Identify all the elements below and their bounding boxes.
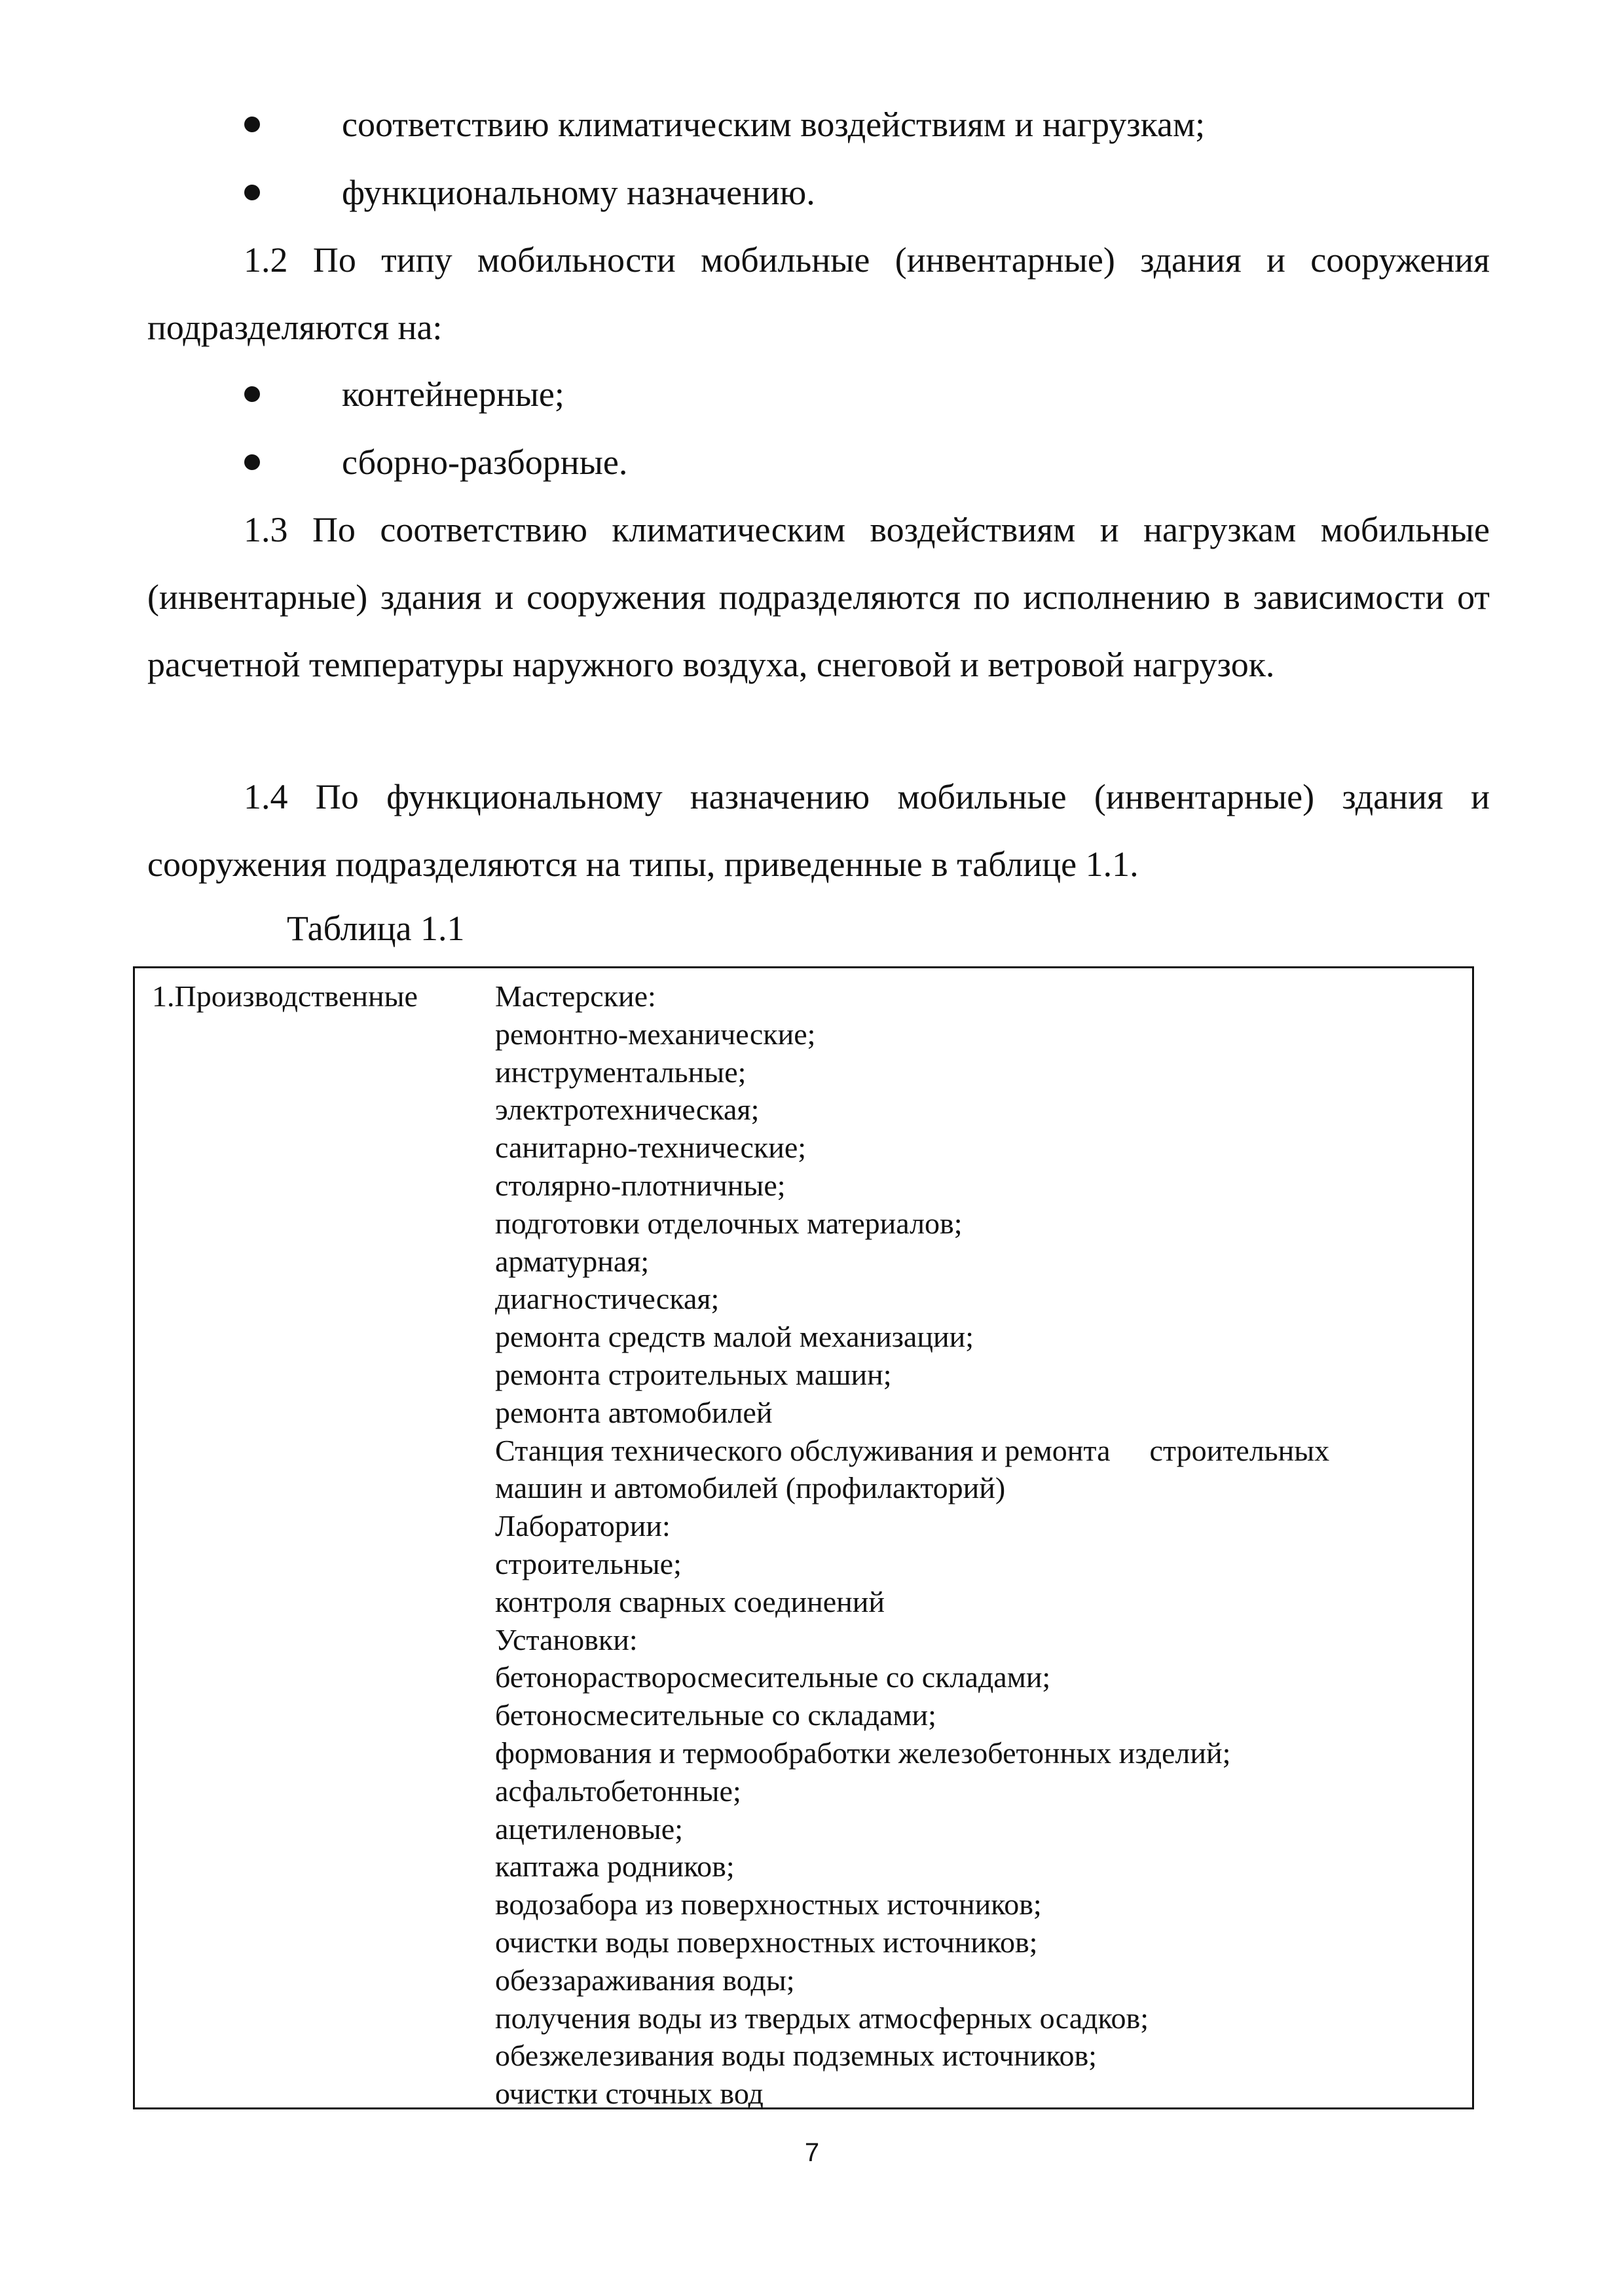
list-item: каптажа родников;	[495, 1850, 735, 1884]
bullet-text: контейнерные;	[342, 374, 564, 414]
bullet-text: функциональному назначению.	[342, 173, 815, 212]
bullet-item-collapsible	[0, 429, 1624, 495]
paragraph-1-4: 1.4 По функциональному назначению мобильные (инвентарные) здания и сооружения подразделяются на типы, приведенные в таблице 1.1.	[147, 777, 1490, 884]
list-item: электротехническая;	[495, 1093, 760, 1127]
paragraph-1-3: 1.3 По соответствию климатическим воздействиям и нагрузкам мобильные (инвентарные) здания и сооружения подразделяются по исполнению в зависимости от расчетной температуры наружного воздуха, снеговой и ветровой нагрузок.	[147, 510, 1490, 684]
bullet-marker	[244, 386, 260, 402]
table-type-cell: 1.Производственные	[152, 979, 418, 1013]
list-item: очистки сточных вод	[495, 2077, 764, 2111]
table-caption: Таблица 1.1	[287, 909, 465, 948]
bullet-item-container	[0, 361, 1624, 427]
list-item: Установки:	[495, 1622, 638, 1656]
list-item: асфальтобетонные;	[495, 1774, 741, 1808]
list-item-station	[495, 1432, 1464, 1470]
list-item: ремонта строительных машин;	[495, 1357, 892, 1391]
bullet-item-climate	[0, 92, 1624, 157]
list-item: водозабора из поверхностных источников;	[495, 1887, 1042, 1922]
page-number: 7	[804, 2138, 820, 2167]
list-item: машин и автомобилей (профилакторий)	[495, 1471, 1006, 1505]
list-item: санитарно-технические;	[495, 1131, 807, 1165]
list-item: Мастерские:	[495, 979, 656, 1013]
list-item: формования и термообработки железобетонных изделий;	[495, 1736, 1231, 1770]
list-item: подготовки отделочных материалов;	[495, 1206, 963, 1240]
list-item: контроля сварных соединений	[495, 1584, 885, 1618]
list-item: ацетиленовые;	[495, 1812, 683, 1846]
paragraph-1-2: 1.2 По типу мобильности мобильные (инвентарные) здания и сооружения подразделяются на:	[147, 240, 1490, 347]
list-item: бетоносмесительные со складами;	[495, 1698, 936, 1732]
station-text-tail: строительных	[1149, 1433, 1330, 1467]
list-item: ремонтно-механические;	[495, 1017, 816, 1051]
list-item: очистки воды поверхностных источников;	[495, 1925, 1038, 1959]
bullet-marker	[244, 117, 260, 132]
list-item: столярно-плотничные;	[495, 1168, 786, 1202]
list-item: получения воды из твердых атмосферных осадков;	[495, 2001, 1149, 2035]
list-item: диагностическая;	[495, 1282, 720, 1316]
list-item: инструментальные;	[495, 1055, 747, 1089]
building-types-table	[133, 966, 1474, 2109]
bullet-marker	[244, 454, 260, 470]
bullet-text: сборно-разборные.	[342, 443, 628, 482]
list-item: строительные;	[495, 1546, 682, 1580]
list-item: арматурная;	[495, 1244, 650, 1278]
table-items-cell	[495, 977, 1464, 2113]
bullet-marker	[244, 185, 260, 200]
list-item: Лаборатории:	[495, 1509, 671, 1543]
list-item: обезжелезивания воды подземных источников;	[495, 2039, 1097, 2073]
station-text: Станция технического обслуживания и ремонта	[495, 1433, 1111, 1467]
bullet-text: соответствию климатическим воздействиям и нагрузкам;	[342, 105, 1206, 144]
list-item: ремонта автомобилей	[495, 1395, 773, 1429]
list-item: обеззараживания воды;	[495, 1963, 795, 1997]
bullet-item-function	[0, 160, 1624, 225]
list-item: бетонорастворосмесительные со складами;	[495, 1660, 1051, 1694]
list-item: ремонта средств малой механизации;	[495, 1320, 974, 1354]
